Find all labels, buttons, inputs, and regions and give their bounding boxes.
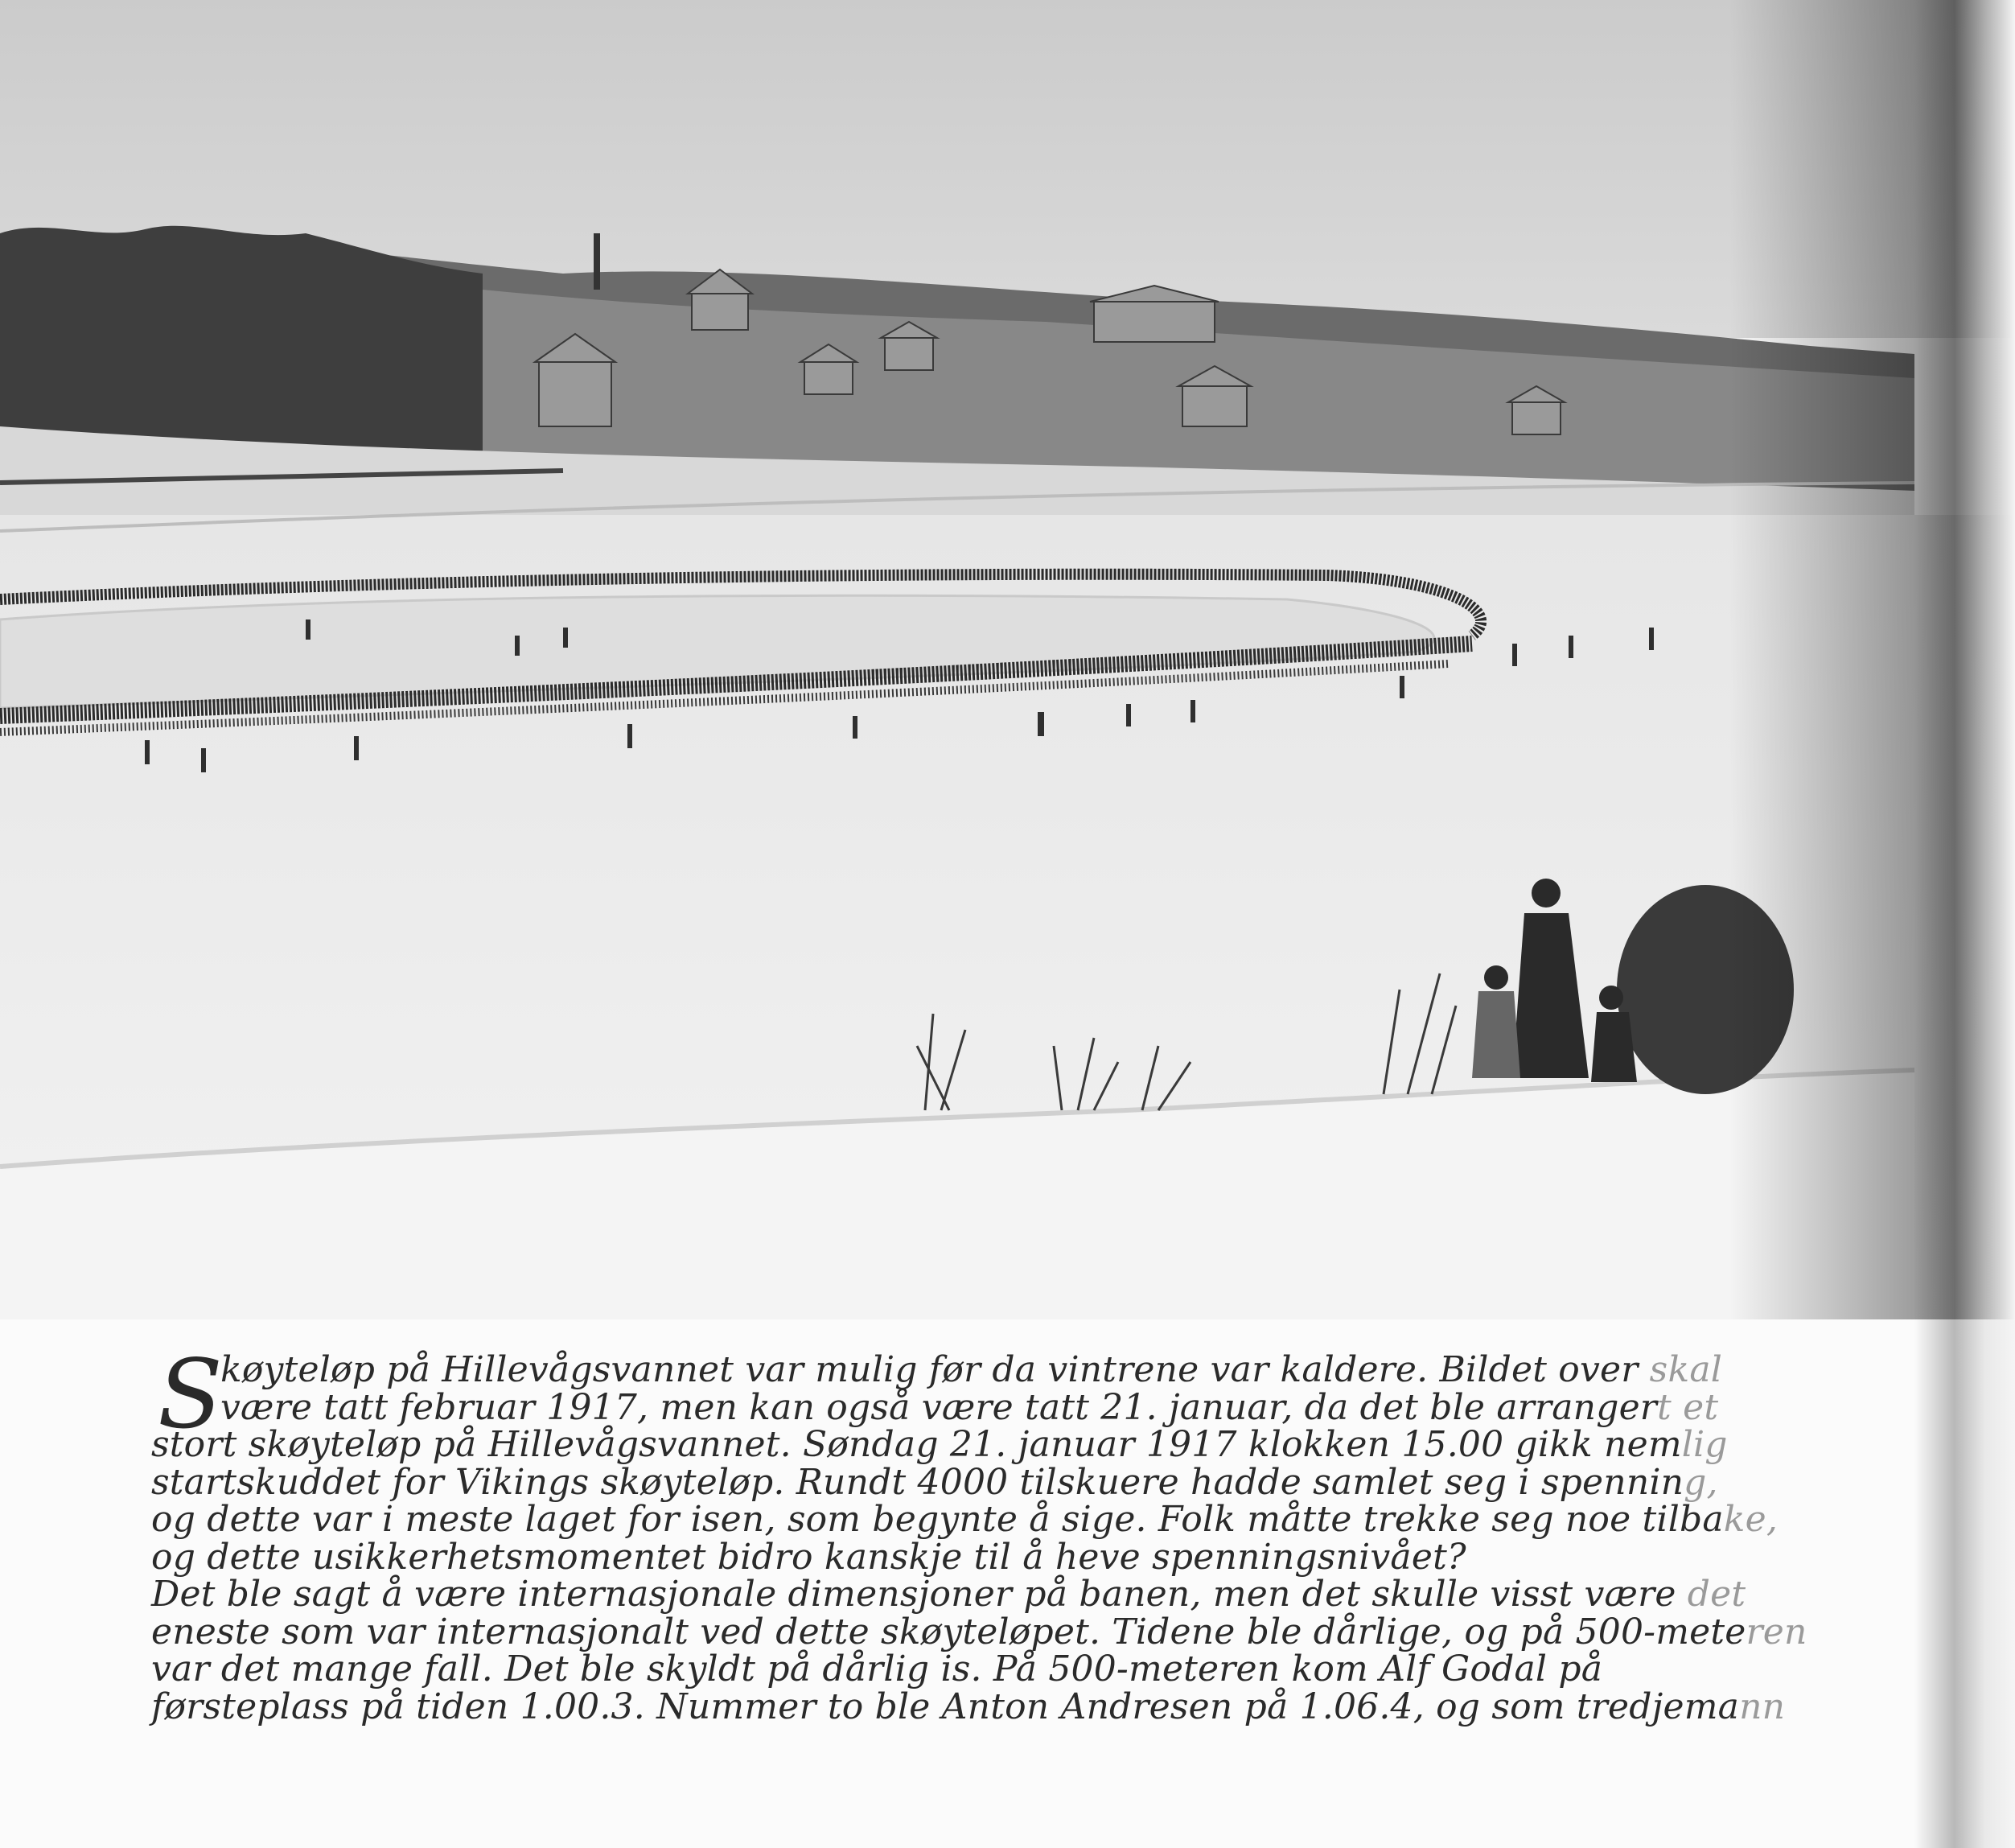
chimney xyxy=(594,233,600,290)
caption-line-8: eneste som var internasjonalt ved dette skøyteløpet. Tidene ble dårlige, og på 500-meteren xyxy=(151,1611,1807,1652)
caption-line-1: køyteløp på Hillevågsvannet var mulig før da vintrene var kaldere. Bildet over skal xyxy=(220,1349,1723,1390)
caption-line-7: Det ble sagt å være internasjonale dimensjoner på banen, men det skulle visst være det xyxy=(151,1574,1746,1615)
caption-line-6: og dette usikkerhetsmomentet bidro kanskje til å heve spenningsnivået? xyxy=(151,1536,1466,1578)
caption-line-4: startskuddet for Vikings skøyteløp. Rundt 4000 tilskuere hadde samlet seg i spenning, xyxy=(151,1461,1718,1503)
caption-line-3: stort skøyteløp på Hillevågsvannet. Søndag 21. januar 1917 klokken 15.00 gikk nemlig xyxy=(151,1424,1728,1465)
photo-gutter-shade xyxy=(1729,0,2015,1319)
caption-line-9: var det mange fall. Det ble skyldt på dårlig is. På 500-meteren kom Alf Godal på xyxy=(151,1648,1603,1690)
caption-line-5: og dette var i meste laget for isen, som begynte å sige. Folk måtte trekke seg noe tilbake, xyxy=(151,1499,1779,1540)
caption-line-2: være tatt februar 1917, men kan også være tatt 21. januar, da det ble arrangert et xyxy=(220,1386,1719,1428)
caption-text xyxy=(151,1339,1848,1834)
drop-cap: S xyxy=(158,1339,224,1450)
caption-line-10: førsteplass på tiden 1.00.3. Nummer to ble Anton Andresen på 1.06.4, og som tredjemann xyxy=(151,1685,1786,1727)
